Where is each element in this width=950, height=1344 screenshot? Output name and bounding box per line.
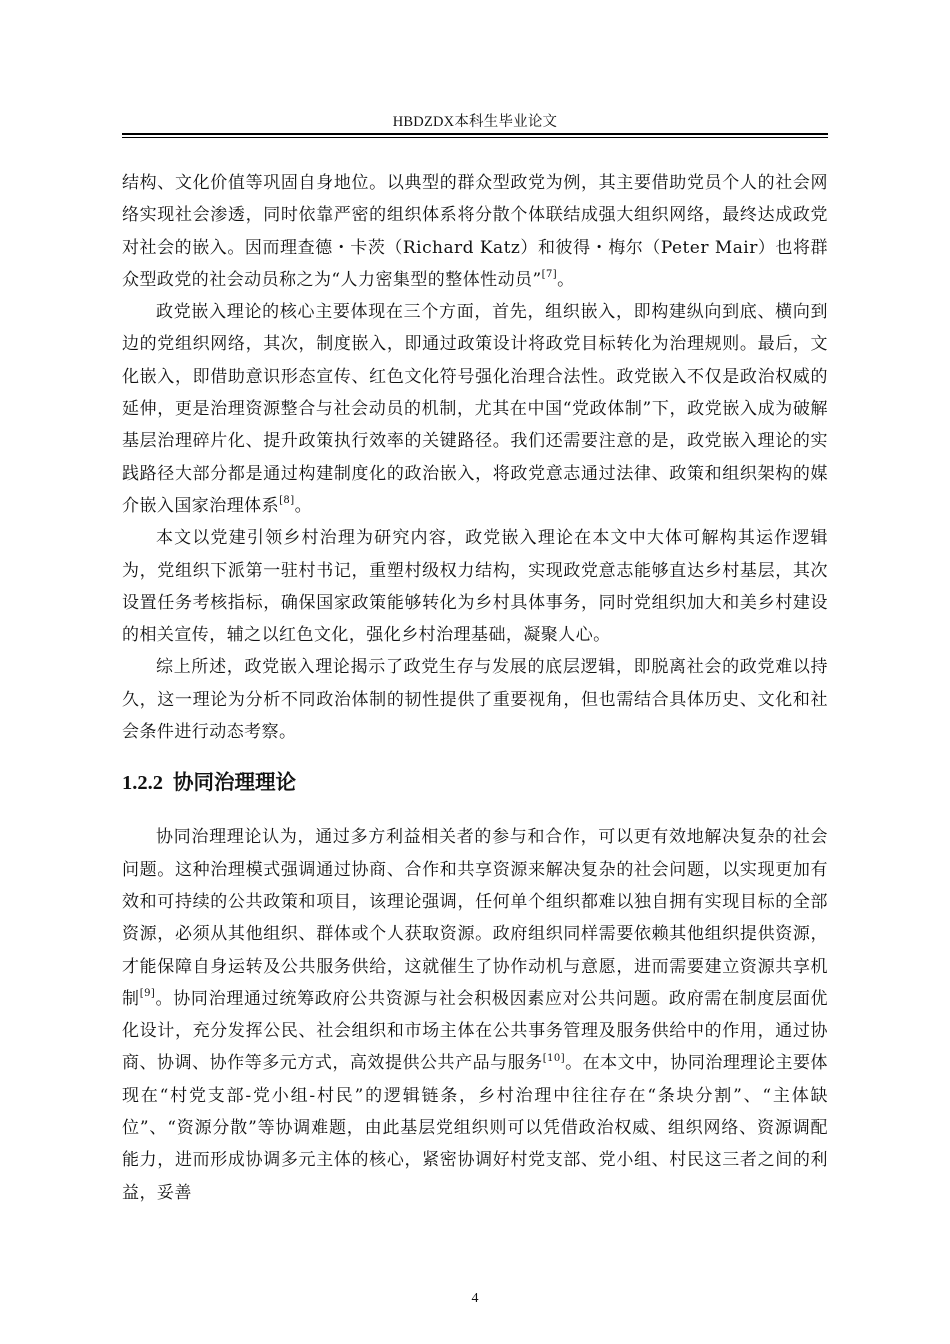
paragraph-4: 综上所述，政党嵌入理论揭示了政党生存与发展的底层逻辑，即脱离社会的政党难以持久，这一理论为分析不同政治体制的韧性提供了重要视角，但也需结合具体历史、文化和社会条件进行动态考察。 (122, 657, 828, 743)
paragraph-2-tail: 。 (294, 495, 313, 516)
citation-9: [9] (139, 988, 156, 1000)
running-header: HBDZDX本科生毕业论文 (392, 114, 558, 130)
paragraph-1-text: 结构、文化价值等巩固自身地位。以典型的群众型政党为例，其主要借助党员个人的社会网络实现社会渗透，同时依靠严密的组织体系将分散个体联结成强大组织网络，最终达成政党对社会的嵌入。因而理查德・卡茨（Richard Katz）和彼得・梅尔（Peter Mair）也将群众型政党的社会动员称之为“人力密集型的整体性动员” (122, 173, 828, 290)
paragraph-5-mid: 。协同治理通过统筹政府公共资源与社会积极因素应对公共问题。政府需在制度层面优化设计，充分发挥公民、社会组织和市场主体在公共事务管理及服务供给中的作用，通过协商、协调、协作等多元方式，高效提供公共产品与服务 (122, 988, 828, 1074)
body-text (122, 167, 828, 1209)
paragraph-5-text: 协同治理理论认为，通过多方利益相关者的参与和合作，可以更有效地解决复杂的社会问题。这种治理模式强调通过协商、合作和共享资源来解决复杂的社会问题，以实现更加有效和可持续的公共政策和项目，该理论强调，任何单个组织都难以独自拥有实现目标的全部资源，必须从其他组织、群体或个人获取资源。政府组织同样需要依赖其他组织提供资源，才能保障自身运转及公共服务供给，这就催生了协作动机与意愿，进而需要建立资源共享机制 (122, 827, 828, 1009)
paragraph-2-text: 政党嵌入理论的核心主要体现在三个方面，首先，组织嵌入，即构建纵向到底、横向到边的党组织网络，其次，制度嵌入，即通过政策设计将政党目标转化为治理规则。最后，文化嵌入，即借助意识形态宣传、红色文化符号强化治理合法性。政党嵌入不仅是政治权威的延伸，更是治理资源整合与社会动员的机制，尤其在中国“党政体制”下，政党嵌入成为破解基层治理碎片化、提升政策执行效率的关键路径。我们还需要注意的是，政党嵌入理论的实践路径大部分都是通过构建制度化的政治嵌入，将政党意志通过法律、政策和组织架构的媒介嵌入国家治理体系 (122, 302, 828, 516)
section-heading (122, 767, 828, 798)
paragraph-2 (122, 296, 828, 522)
paragraph-5 (122, 821, 828, 1209)
page-number: 4 (471, 1291, 479, 1306)
paragraph-5-tail: 。在本文中，协同治理理论主要体现在“村党支部-党小组-村民”的逻辑链条，乡村治理中往往存在“条块分割”、“主体缺位”、“资源分散”等协调难题，由此基层党组织则可以凭借政治权威、组织网络、资源调配能力，进而形成协调多元主体的核心，紧密协调好村党支部、党小组、村民这三者之间的利益，妥善 (122, 1053, 828, 1203)
header-rule (122, 133, 828, 135)
citation-7: [7] (541, 269, 558, 281)
citation-8: [8] (279, 495, 295, 507)
section-title: 协同治理理论 (173, 770, 296, 795)
section-number: 1.2.2 (122, 772, 163, 795)
paragraph-1-tail: 。 (557, 269, 575, 290)
paragraph-1 (122, 167, 828, 296)
header-rule-thin (122, 137, 828, 138)
paragraph-3: 本文以党建引领乡村治理为研究内容，政党嵌入理论在本文中大体可解构其运作逻辑为，党组织下派第一驻村书记，重塑村级权力结构，实现政党意志能够直达乡村基层，其次设置任务考核指标，确保国家政策能够转化为乡村具体事务，同时党组织加大和美乡村建设的相关宣传，辅之以红色文化，强化乡村治理基础，凝聚人心。 (122, 528, 828, 646)
citation-10: [10] (542, 1052, 566, 1064)
